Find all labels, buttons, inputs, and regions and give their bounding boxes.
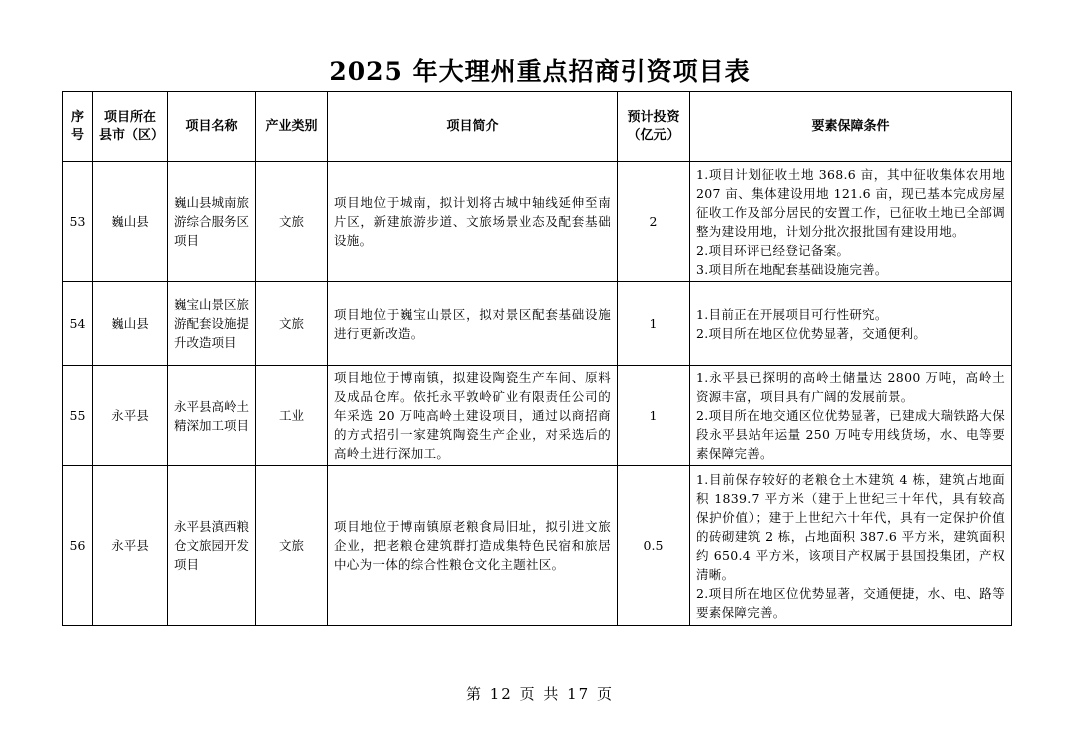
cell-investment: 1 [618,366,690,466]
cell-intro: 项目地位于巍宝山景区，拟对景区配套基础设施进行更新改造。 [328,282,618,366]
cell-industry: 工业 [256,366,328,466]
header-intro: 项目简介 [328,92,618,162]
cell-no: 56 [63,466,93,626]
condition-item: 1.目前保存较好的老粮仓土木建筑 4 栋，建筑占地面积 1839.7 平方米（建于上世纪三十年代，具有较高保护价值）；建于上世纪六十年代，具有一定保护价值的砖砌建筑 2 栋，占地面积 387.6 平方米，建筑面积约 650.4 平方米，该项目产权属于县国投集团，产权清晰。 [696,471,1005,582]
condition-item: 2.项目所在地交通区位优势显著，已建成大瑞铁路大保段永平县站年运量 250 万吨专用线货场，水、电等要素保障完善。 [696,408,1005,461]
condition-item: 1.永平县已探明的高岭土储量达 2800 万吨，高岭土资源丰富，项目具有广阔的发展前景。 [696,370,1005,404]
cell-conditions [690,366,1012,466]
cell-intro: 项目地位于城南，拟计划将古城中轴线延伸至南片区，新建旅游步道、文旅场景业态及配套基础设施。 [328,162,618,282]
condition-item: 2.项目环评已经登记备案。 [696,242,850,258]
cell-industry: 文旅 [256,466,328,626]
condition-item: 1.项目计划征收土地 368.6 亩，其中征收集体农用地 207 亩、集体建设用地 121.6 亩，现已基本完成房屋征收工作及部分居民的安置工作，已征收土地已全部调整为建设用地，计划分批次报批国有建设用地。 [696,166,1005,239]
cell-investment: 1 [618,282,690,366]
header-county: 项目所在县市（区） [93,92,168,162]
cell-intro: 项目地位于博南镇，拟建设陶瓷生产车间、原料及成品仓库。依托永平敦岭矿业有限责任公司的年采选 20 万吨高岭土建设项目，通过以商招商的方式招引一家建筑陶瓷生产企业，对采选后的高岭土进行深加工。 [328,366,618,466]
cell-no: 55 [63,366,93,466]
cell-industry: 文旅 [256,282,328,366]
cell-county: 永平县 [93,366,168,466]
cell-conditions [690,162,1012,282]
condition-item: 3.项目所在地配套基础设施完善。 [696,261,888,277]
cell-conditions [690,282,1012,366]
cell-no: 53 [63,162,93,282]
cell-name: 巍山县城南旅游综合服务区项目 [168,162,256,282]
page-number: 第 12 页 共 17 页 [465,685,614,703]
table-row [63,366,1012,466]
cell-industry: 文旅 [256,162,328,282]
cell-name: 永平县滇西粮仓文旅园开发项目 [168,466,256,626]
condition-item: 2.项目所在地区位优势显著，交通便捷，水、电、路等要素保障完善。 [696,585,1005,620]
cell-county: 巍山县 [93,162,168,282]
table-row [63,162,1012,282]
table-row [63,282,1012,366]
header-name: 项目名称 [168,92,256,162]
cell-county: 巍山县 [93,282,168,366]
projects-table [62,91,1012,626]
table-header-row [63,92,1012,162]
header-industry: 产业类别 [256,92,328,162]
cell-intro: 项目地位于博南镇原老粮食局旧址，拟引进文旅企业，把老粮仓建筑群打造成集特色民宿和旅居中心为一体的综合性粮仓文化主题社区。 [328,466,618,626]
cell-county: 永平县 [93,466,168,626]
header-no: 序号 [63,92,93,162]
condition-item: 1.目前正在开展项目可行性研究。 [696,306,888,322]
cell-name: 巍宝山景区旅游配套设施提升改造项目 [168,282,256,366]
header-investment: 预计投资（亿元） [618,92,690,162]
cell-conditions [690,466,1012,626]
cell-investment: 0.5 [618,466,690,626]
page-title: 2025 年大理州重点招商引资项目表 [329,57,751,86]
cell-name: 永平县高岭土精深加工项目 [168,366,256,466]
table-row [63,466,1012,626]
cell-investment: 2 [618,162,690,282]
cell-no: 54 [63,282,93,366]
header-conditions: 要素保障条件 [690,92,1012,162]
condition-item: 2.项目所在地区位优势显著，交通便利。 [696,325,927,341]
